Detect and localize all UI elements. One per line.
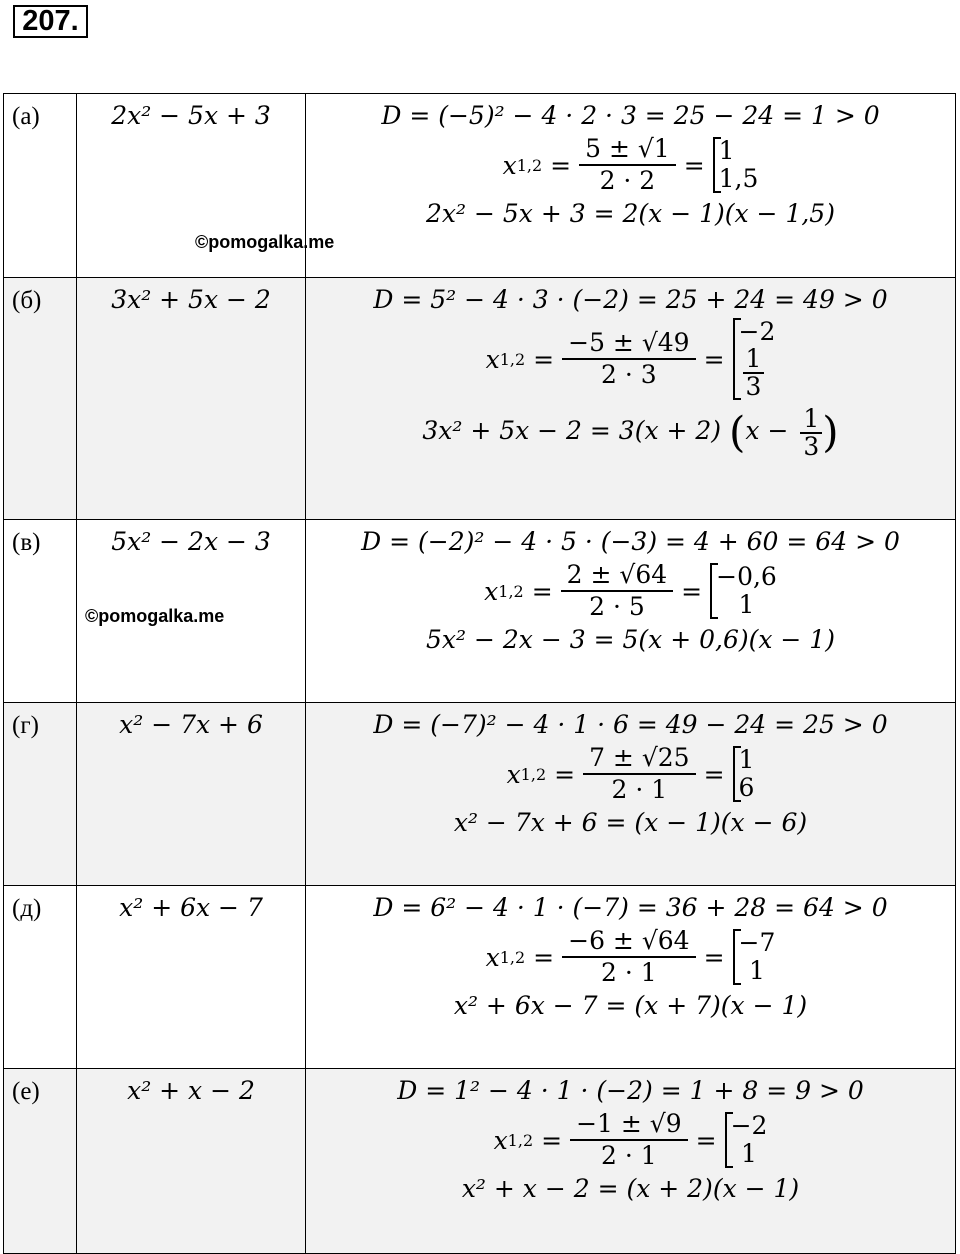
root-value: −0,6: [716, 562, 777, 591]
fraction-denominator: 2 · 2: [599, 166, 656, 195]
roots-subscript: 1,2: [507, 1130, 534, 1150]
table-row: [4, 278, 956, 520]
root-value: 1: [748, 956, 765, 985]
root-value: −7: [738, 928, 776, 957]
solution: [306, 1069, 955, 1205]
roots-variable: x: [485, 942, 500, 972]
roots-subscript: 1,2: [499, 349, 526, 369]
roots-variable: x: [493, 1125, 508, 1155]
factorization-fraction-denominator: 3: [803, 431, 820, 461]
row-label: (б): [12, 287, 42, 314]
quadratic-expression: 3x² + 5x − 2: [111, 285, 271, 314]
roots-fraction: [579, 134, 676, 196]
fraction-denominator: 2 · 1: [601, 1141, 657, 1170]
roots-formula: x 1,2 = $\frac{-6 \pm √64}{2 \cdot 1}$ = −7 1: [485, 926, 776, 987]
fraction-denominator: 2 · 1: [601, 958, 657, 987]
roots-list: [733, 746, 755, 802]
roots-subscript: 1,2: [516, 155, 543, 175]
roots-fraction: [570, 1109, 688, 1171]
roots-list: [710, 563, 777, 619]
table-row: [4, 520, 956, 703]
roots-list: [713, 137, 759, 193]
roots-formula: x 1,2 = $\frac{-1 \pm √9}{2 \cdot 1}$ = −2 1: [493, 1109, 768, 1170]
root-fraction-denominator: 3: [745, 372, 762, 401]
factorization-line: 5x² − 2x − 3 = 5(x + 0,6)(x − 1): [426, 625, 835, 654]
root-value: 1: [718, 136, 735, 165]
roots-variable: x: [485, 344, 500, 374]
table-row: [4, 94, 956, 278]
root-value: −2: [738, 317, 776, 346]
solution: [306, 703, 955, 839]
roots-formula: x 1,2 = $\frac{5 \pm √1}{2 \cdot 2}$ = 1 1,5: [502, 134, 759, 195]
roots-fraction: [562, 328, 695, 390]
root-value: 1: [741, 1139, 757, 1168]
factorization-prefix: 3x² + 5x − 2 = 3(x + 2): [422, 416, 722, 445]
fraction-numerator: 7 ± √25: [583, 743, 696, 775]
solution: [306, 94, 955, 230]
root-value: 1: [738, 590, 755, 619]
roots-fraction: [583, 743, 696, 805]
roots-subscript: 1,2: [499, 947, 526, 967]
row-label: (г): [12, 712, 39, 739]
roots-fraction: [562, 926, 695, 988]
discriminant-line: D = 5² − 4 · 3 · (−2) = 25 + 24 = 49 > 0: [373, 285, 888, 314]
roots-variable: x: [502, 150, 517, 180]
quadratic-expression: x² + 6x − 7: [119, 893, 263, 922]
quadratic-expression: 5x² − 2x − 3: [111, 527, 271, 556]
row-label: (а): [12, 103, 40, 130]
discriminant-line: D = (−7)² − 4 · 1 · 6 = 49 − 24 = 25 > 0: [373, 710, 888, 739]
factorization-fraction-numerator: 1: [800, 406, 822, 434]
roots-variable: x: [484, 576, 499, 606]
roots-formula: x 1,2 = $\frac{2 \pm √64}{2 \cdot 5}$ = −0,6 1: [484, 560, 777, 621]
factorization-line: x² + x − 2 = (x + 2)(x − 1): [461, 1174, 800, 1203]
root-value: 1,5: [718, 164, 759, 193]
fraction-numerator: −5 ± √49: [562, 328, 695, 360]
fraction-denominator: 2 · 1: [611, 775, 668, 804]
watermark: ©pomogalka.me: [85, 606, 225, 626]
table-row: [4, 886, 956, 1069]
root-fraction: [743, 346, 765, 400]
discriminant-line: D = (−2)² − 4 · 5 · (−3) = 4 + 60 = 64 > 0: [361, 527, 900, 556]
fraction-denominator: 2 · 5: [589, 592, 645, 621]
table-row: [4, 1069, 956, 1254]
root-fraction-numerator: 1: [743, 346, 765, 374]
roots-subscript: 1,2: [520, 764, 547, 784]
factorization-line: 2x² − 5x + 3 = 2(x − 1)(x − 1,5): [426, 199, 835, 228]
solution: [306, 520, 955, 656]
quadratic-expression: x² + x − 2: [127, 1076, 255, 1105]
discriminant-line: D = 6² − 4 · 1 · (−7) = 36 + 28 = 64 > 0: [373, 893, 888, 922]
row-label: (в): [12, 529, 41, 556]
solution: [306, 886, 955, 1022]
row-label: (е): [12, 1078, 40, 1105]
roots-fraction: [561, 560, 674, 622]
factorization-inner: x −: [745, 416, 789, 445]
root-value: −2: [730, 1111, 768, 1140]
factorization-line: x² − 7x + 6 = (x − 1)(x − 6): [453, 808, 808, 837]
watermark: ©pomogalka.me: [195, 232, 335, 252]
roots-subscript: 1,2: [498, 581, 524, 601]
solution: [306, 278, 955, 462]
table-row: [4, 703, 956, 886]
fraction-numerator: −6 ± √64: [562, 926, 695, 958]
roots-formula: x 1,2 = $\frac{7 \pm √25}{2 \cdot 1}$ = 1 6: [506, 743, 755, 804]
roots-list: [725, 1112, 768, 1168]
fraction-numerator: 2 ± √64: [561, 560, 674, 592]
problem-number: 207.: [13, 5, 88, 38]
roots-list: [733, 318, 776, 400]
factorization-line: 3x² + 5x − 2 = 3(x + 2) (x − $\frac{1}{3}$ ): [422, 403, 839, 461]
root-value: 1: [738, 745, 755, 774]
roots-formula: x 1,2 = $\frac{-5 \pm √49}{2 \cdot 3}$ = −2 $\frac{1}{3}$: [485, 317, 776, 401]
fraction-numerator: 5 ± √1: [579, 134, 676, 166]
solutions-table: [3, 93, 956, 1254]
fraction-denominator: 2 · 3: [601, 360, 657, 389]
discriminant-line: D = 1² − 4 · 1 · (−2) = 1 + 8 = 9 > 0: [397, 1076, 864, 1105]
factorization-fraction: [800, 403, 822, 461]
factorization-line: x² + 6x − 7 = (x + 7)(x − 1): [453, 991, 808, 1020]
roots-list: [733, 929, 776, 985]
roots-variable: x: [506, 759, 521, 789]
root-value: 6: [738, 773, 755, 802]
quadratic-expression: x² − 7x + 6: [119, 710, 263, 739]
discriminant-line: D = (−5)² − 4 · 2 · 3 = 25 − 24 = 1 > 0: [381, 101, 880, 130]
quadratic-expression: 2x² − 5x + 3: [111, 101, 271, 130]
fraction-numerator: −1 ± √9: [570, 1109, 688, 1141]
row-label: (д): [12, 895, 42, 922]
